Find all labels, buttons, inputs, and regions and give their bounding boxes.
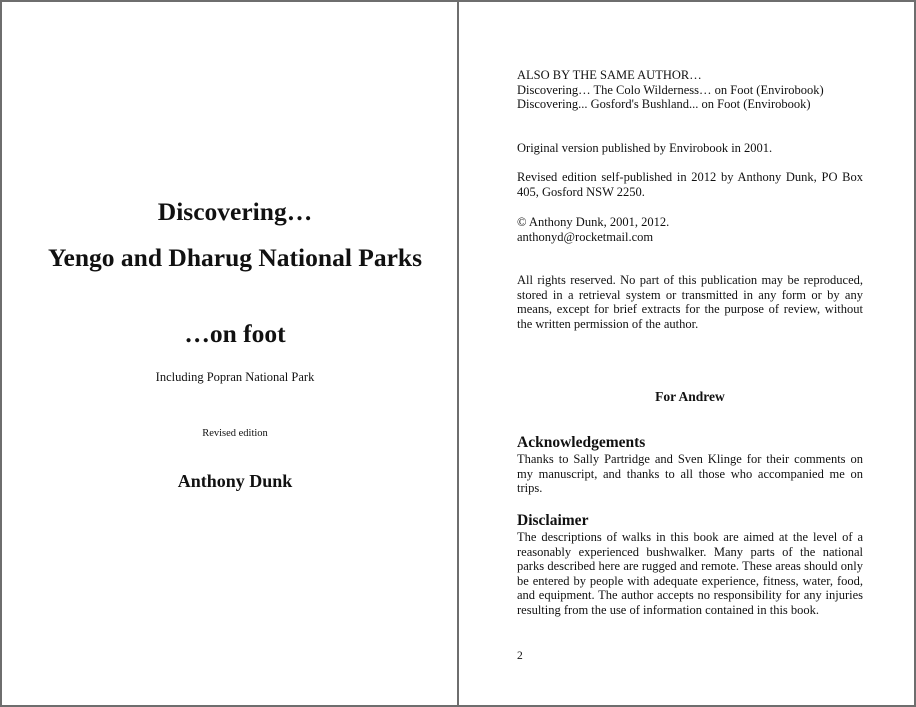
- disclaimer-heading: Disclaimer: [517, 512, 589, 529]
- copyright-notice: © Anthony Dunk, 2001, 2012.: [517, 215, 670, 229]
- acknowledgements-heading: Acknowledgements: [517, 434, 646, 451]
- also-by-book: Discovering… The Colo Wilderness… on Foot (Envirobook): [517, 82, 824, 97]
- author-name: Anthony Dunk: [177, 471, 293, 491]
- title-line-3: …on foot: [184, 319, 286, 348]
- copyright-section: [517, 215, 863, 244]
- revised-edition-note: Revised edition self-published in 2012 by Anthony Dunk, PO Box 405, Gosford NSW 2250.: [517, 170, 863, 199]
- also-by-section: [517, 68, 863, 112]
- title-page: [2, 0, 457, 707]
- imprint-page: [459, 0, 914, 707]
- page-number: 2: [517, 650, 523, 662]
- title-line-2: Yengo and Dharug National Parks: [47, 243, 423, 272]
- original-version-note: Original version published by Envirobook in 2001.: [517, 141, 773, 155]
- title-line-1: Discovering…: [157, 197, 313, 226]
- author-email: anthonyd@rocketmail.com: [517, 229, 654, 244]
- also-by-book: Discovering... Gosford's Bushland... on Foot (Envirobook): [517, 97, 811, 111]
- rights-statement: All rights reserved. No part of this publication may be reproduced, stored in a retrieval system or transmitted in any form or by any means, except for brief extracts for the purpose of review, without the written permission of the author.: [517, 273, 863, 331]
- disclaimer-text: The descriptions of walks in this book are aimed at the level of a reasonably experienced bushwalker. Many parts of the national parks described here are rugged and remote. These areas should only be entered by people with adequate experience, fitness, water, food, and equipment. The author accepts no responsibility for any injuries resulting from the use of information contained in this book.: [517, 530, 863, 617]
- subtitle: Including Popran National Park: [155, 370, 315, 384]
- also-by-heading: ALSO BY THE SAME AUTHOR…: [517, 68, 702, 82]
- edition-label: Revised edition: [202, 428, 268, 439]
- acknowledgements-text: Thanks to Sally Partridge and Sven Klinge for their comments on my manuscript, and thanks to all those who accompanied me on trips.: [517, 452, 863, 495]
- dedication: For Andrew: [655, 389, 725, 404]
